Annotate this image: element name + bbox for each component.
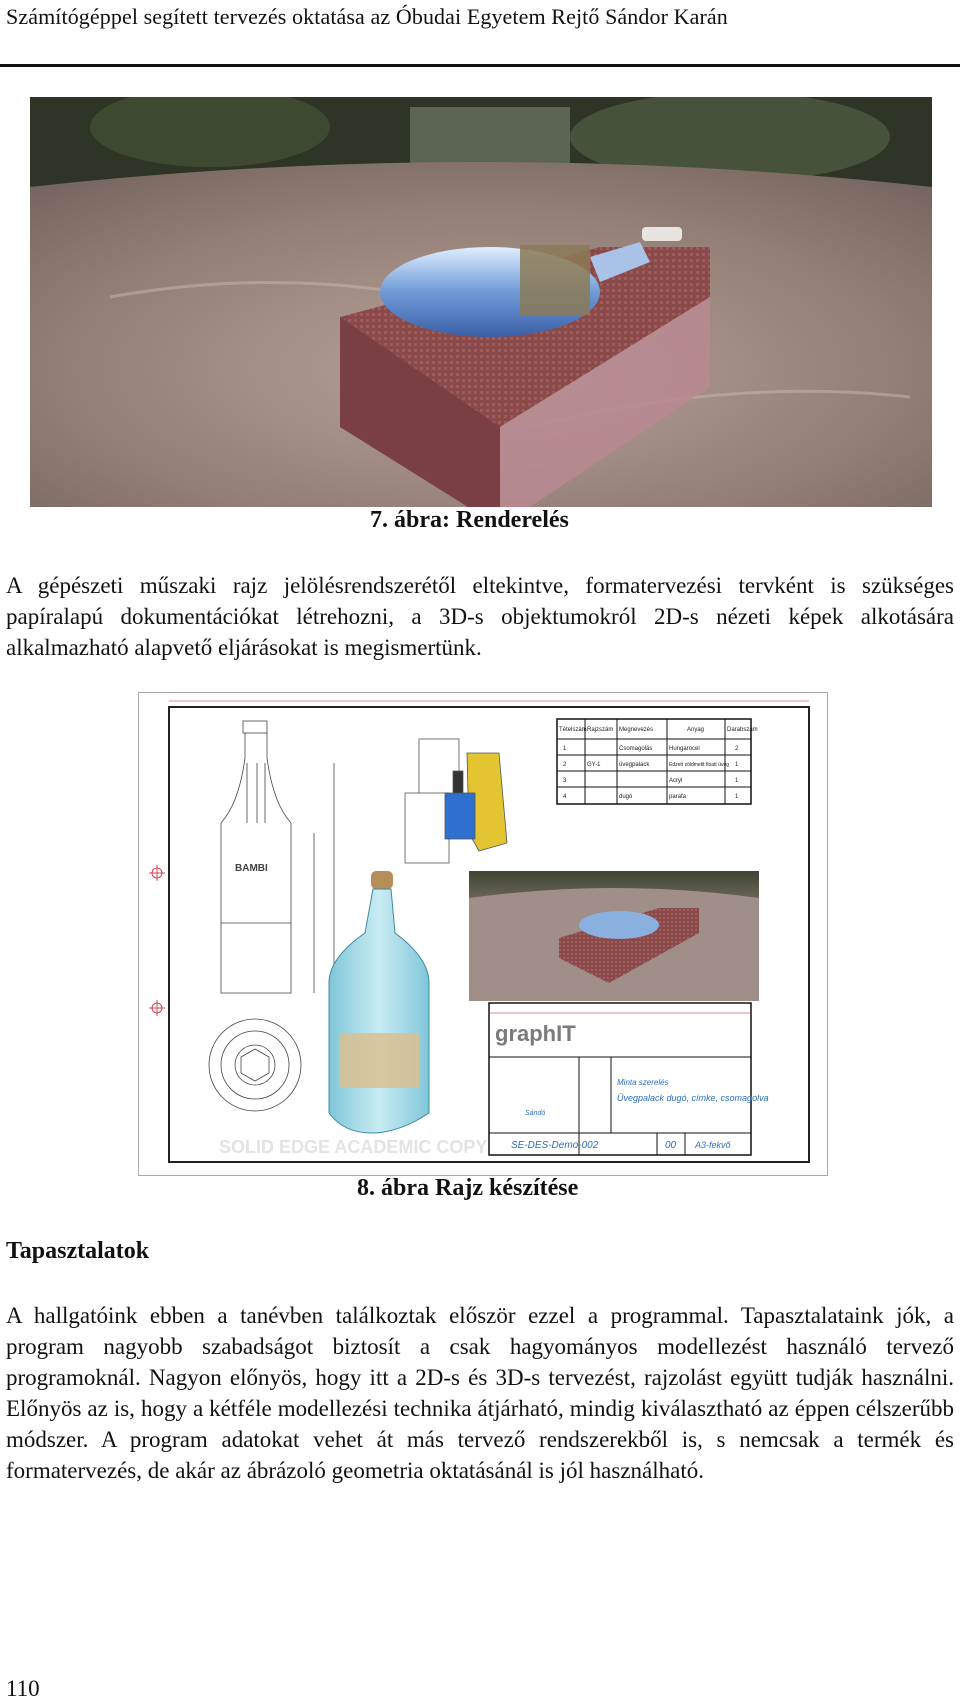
bottle-label-bambi: BAMBI [235,863,268,874]
parts-table-header: Tételszám [559,727,587,733]
parts-table-cell: 4 [563,794,567,800]
parts-table-cell: parafa [669,794,687,800]
academic-copy-watermark: SOLID EDGE ACADEMIC COPY [219,1137,488,1157]
parts-table-cell: Csomagolás [619,746,653,752]
figure-8-caption: 8. ábra Rajz készítése [357,1175,579,1201]
technical-drawing-sheet-icon [139,693,827,1175]
title-block-subtitle: Minta szerelés [617,1078,669,1087]
parts-table-cell: 1 [735,778,739,784]
parts-table-cell: 1 [735,762,739,768]
parts-table-header: Megnevezés [619,727,654,733]
parts-table-cell: 2 [735,746,739,752]
title-block-title: Üvegpalack dugó, címke, csomagolva [617,1093,769,1103]
parts-table-cell: Acryl [669,778,683,784]
parts-table-cell: 1 [735,794,739,800]
parts-table-cell: 1 [563,746,567,752]
figure-7-caption: 7. ábra: Renderelés [370,507,569,533]
parts-table-header: Rajzszám [587,727,614,733]
parts-table-cell: üvegpalack [619,762,650,768]
parts-table-cell: Edzett zöldmetlt floatt üveg [669,762,730,768]
parts-table-cell: 2 [563,762,567,768]
parts-table-header: Anyag [687,727,705,733]
title-block-drawing-number: SE-DES-Demo-002 [511,1140,599,1151]
figure-7-render-image [30,97,932,507]
parts-table-header: Darabszám [727,727,758,733]
parts-table-cell: dugó [619,794,633,800]
graphit-logo: graphIT [495,1021,576,1046]
section-heading: Tapasztalatok [6,1238,150,1264]
title-block-revision: 00 [665,1140,677,1151]
paragraph-1: A gépészeti műszaki rajz jelölésrendszerétől eltekintve, formatervezési tervként is szükséges papíralapú dokumentációkat létrehozni, a 3D-s objektumokról 2D-s nézeti képek alkotására alkalmazható alapvető eljárásokat is megismertünk. [6,573,954,660]
header-rule [0,64,960,67]
title-block-author: Sándó [525,1110,546,1117]
parts-table-cell: GY-1 [587,762,601,768]
title-block-sheet-size: A3-fekvő [695,1140,731,1150]
running-header: Számítógéppel segített tervezés oktatása az Óbudai Egyetem Rejtő Sándor Karán [6,4,728,29]
paragraph-2: A hallgatóink ebben a tanévben találkoztak először ezzel a programmal. Tapasztalataink jók, a program nagyobb szabadságot biztosít a csak hagyományos modellezést használó tervező programoknál. Nagyon előnyös, hogy itt a 2D-s és 3D-s tervezést, rajzolást együtt tudják használni. Előnyös az is, hogy a kétféle modellezési technika átjárható, mindig kiválasztható az éppen célszerűbb módszer. A program adatokat vehet át más tervező rendszerekből is, s nemcsak a termék és formatervezés, de akár az ábrázoló geometria oktatásánál is jól használható. [6,1303,954,1483]
parts-table-cell: Hungarocel [669,746,700,752]
rendered-bottle-box-photo-icon [30,97,932,507]
page-number: 110 [6,1676,40,1701]
figure-8-drawing-image [138,692,828,1176]
parts-table-cell: 3 [563,778,567,784]
